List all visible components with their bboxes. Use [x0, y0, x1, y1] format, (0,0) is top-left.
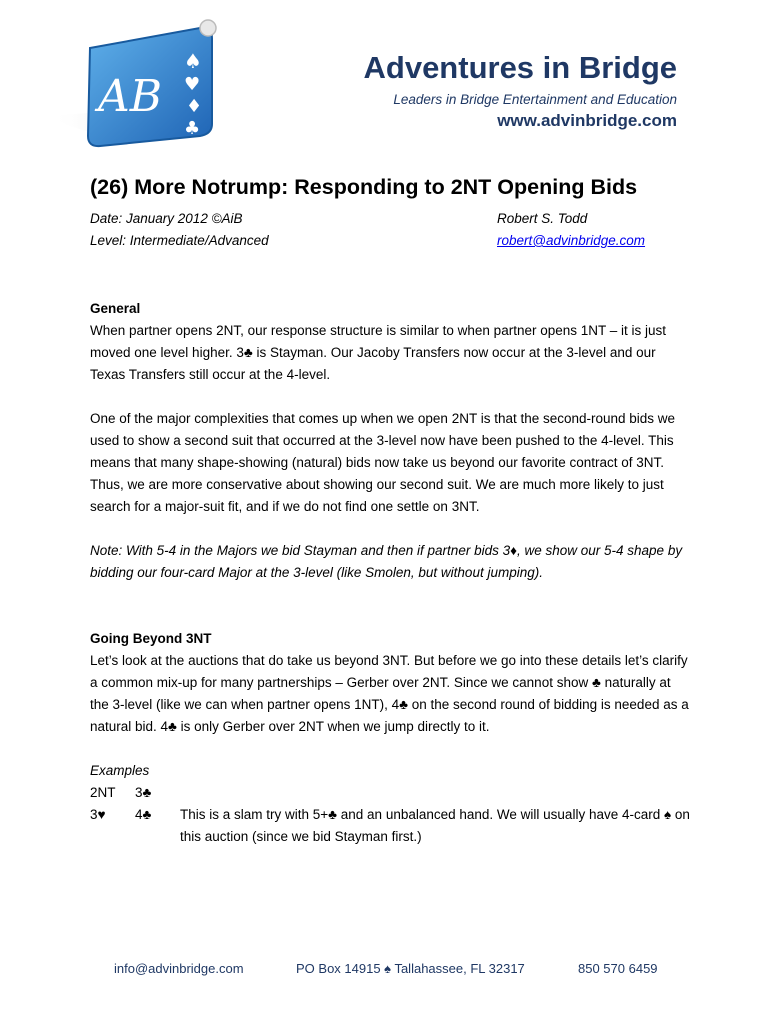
- example-row: [90, 782, 690, 804]
- article-body: [90, 298, 690, 848]
- examples-label: Examples: [90, 763, 150, 778]
- bid-opener: 3♥: [90, 807, 106, 822]
- article-author: Robert S. Todd: [497, 211, 588, 226]
- footer-phone: 850 570 6459: [578, 961, 658, 976]
- bid-description: This is a slam try with 5+♣ and an unbalanced hand. We will usually have 4-card ♠ on this auction (since we bid Stayman first.): [180, 807, 690, 844]
- logo-text: AB: [98, 71, 163, 122]
- footer-address: PO Box 14915 ♠ Tallahassee, FL 32317: [296, 961, 525, 976]
- bid-opener: 2NT: [90, 785, 116, 800]
- diamond-icon: ♦: [186, 96, 203, 117]
- bid-responder: 4♣: [135, 807, 152, 822]
- general-paragraph-2: One of the major complexities that comes up when we open 2NT is that the second-round bids we used to show a second suit that occurred at the 3-level now have been pushed to the 4-level. This means that many shape-showing (natural) bids now take us beyond our favorite contract of 3NT. Thus, we are more conservative about showing our second suit. We are much more likely to just search for a major-suit fit, and if we do not find one settle on 3NT.: [90, 411, 676, 514]
- footer-email-link[interactable]: info@advinbridge.com: [114, 961, 244, 976]
- brand-name: Adventures in Bridge: [363, 50, 677, 85]
- section-heading-general: General: [90, 301, 141, 316]
- general-paragraph-1: When partner opens 2NT, our response structure is similar to when partner opens 1NT – it is just moved one level higher. 3♣ is Stayman. Our Jacoby Transfers now occur at the 3-level and our Texas Transfers still occur at the 4-level.: [90, 323, 667, 382]
- club-icon: ♣: [184, 118, 201, 139]
- article-title: (26) More Notrump: Responding to 2NT Opening Bids: [90, 175, 638, 199]
- note-paragraph: Note: With 5-4 in the Majors we bid Stayman and then if partner bids 3♦, we show our 5-4 shape by bidding our four-card Major at the 3-level (like Smolen, but without jumping).: [90, 543, 683, 580]
- bid-responder: 3♣: [135, 785, 152, 800]
- company-logo: [50, 16, 225, 151]
- beyond-paragraph-1: Let’s look at the auctions that do take us beyond 3NT. But before we go into these details let’s clarify a common mix-up for many partnerships – Gerber over 2NT. Since we cannot show ♣ naturally at the 3-level (like we can when partner opens 1NT), 4♣ on the second round of bidding is needed as a natural bid. 4♣ is only Gerber over 2NT when we jump directly to it.: [90, 653, 689, 734]
- brand-tagline: Leaders in Bridge Entertainment and Education: [393, 92, 677, 107]
- heart-icon: ♥: [184, 74, 201, 95]
- spade-icon: ♠: [184, 49, 202, 73]
- example-row: [90, 804, 690, 848]
- article-level: Level: Intermediate/Advanced: [90, 233, 269, 248]
- brand-url-link[interactable]: www.advinbridge.com: [497, 111, 677, 130]
- article-date: Date: January 2012 ©AiB: [90, 211, 243, 226]
- author-email-link[interactable]: robert@advinbridge.com: [497, 233, 646, 248]
- section-heading-beyond-3nt: Going Beyond 3NT: [90, 631, 212, 646]
